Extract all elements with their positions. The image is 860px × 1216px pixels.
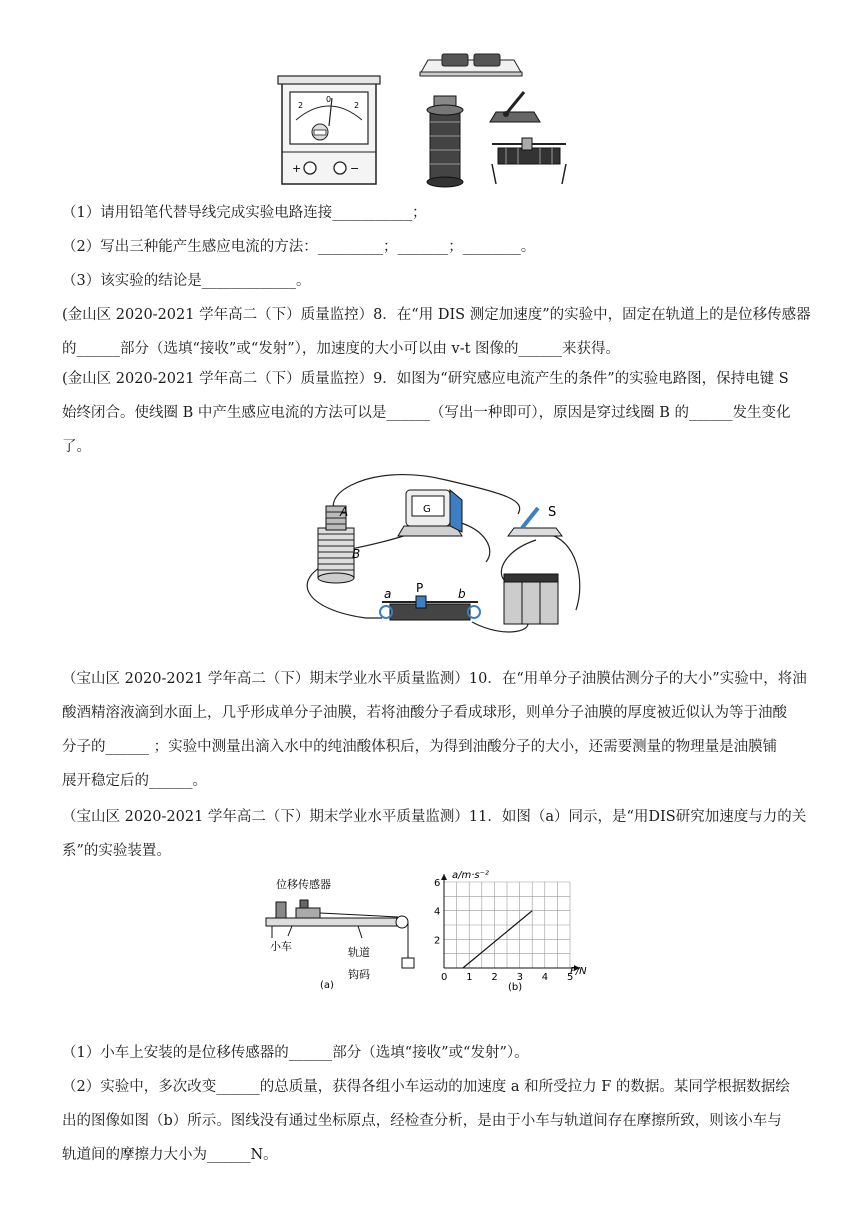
switch-icon: [490, 92, 540, 122]
chart-caption: (b): [508, 982, 523, 993]
x-tick-label: 0: [441, 972, 448, 983]
q8-line-2: 的______部分（选填“接收”或“发射”），加速度的大小可以由 v-t 图像的______来获得。: [62, 341, 621, 357]
battery-board-icon: [420, 54, 522, 76]
label-B: B: [352, 547, 361, 561]
meter-scale-left: 2: [298, 101, 304, 110]
question-11-intro: [62, 800, 806, 868]
q11-subquestion-2-line-2: 出的图像如图（b）所示。图线没有通过坐标原点，经检查分析，是由于小车与轨道间存在摩擦所致，则该小车与: [62, 1113, 782, 1129]
battery-icon: [504, 574, 558, 624]
chart-y-label: a/m·s⁻²: [452, 870, 489, 881]
q10-line-2: 酸酒精溶液滴到水面上，几乎形成单分子油膜，若将油酸分子看成球形，则单分子油膜的厚度被近似认为等于油酸: [62, 705, 787, 721]
x-tick-label: 5: [567, 972, 574, 983]
dis-apparatus-figure: [262, 870, 422, 994]
x-tick-label: 1: [466, 972, 473, 983]
y-tick-label: 4: [434, 906, 441, 918]
x-tick-label: 3: [516, 972, 523, 983]
x-tick-label: 2: [491, 972, 498, 983]
question-7-block: [62, 196, 806, 298]
apparatus-figure: [270, 52, 570, 190]
y-tick-label: 2: [434, 935, 441, 947]
x-tick-label: 4: [541, 972, 549, 983]
question-11-subquestions: [62, 1036, 806, 1172]
terminal-plus: +: [292, 162, 302, 175]
q7-subquestion-1: （1）请用铅笔代替导线完成实验电路连接___________；: [62, 205, 427, 221]
chart-x-label: F/N: [570, 966, 587, 977]
question-9-block: [62, 362, 806, 464]
q10-line-4: 展开稳定后的______。: [62, 773, 207, 789]
chart-grid: [444, 882, 570, 968]
chart-ticks: [434, 878, 573, 983]
q10-line-1: （宝山区 2020-2021 学年高二（下）期末学业水平质量监测）10．在“用单分子油膜估测分子的大小”实验中，将油: [62, 671, 807, 687]
track-label: 轨道: [348, 946, 370, 959]
chart-axes: [441, 874, 580, 971]
q9-line-3: 了。: [62, 439, 91, 455]
q7-subquestion-3: （3）该实验的结论是_____________。: [62, 273, 311, 289]
label-A: A: [340, 505, 349, 519]
meter-scale-mid: 0: [326, 95, 332, 104]
label-P: P: [416, 581, 424, 595]
q10-line-3: 分子的______ ；实验中测量出滴入水中的纯油酸体积后，为得到油酸分子的大小，还需要测量的物理量是油膜铺: [62, 739, 778, 755]
sensor-label: 位移传感器: [276, 878, 331, 891]
question-8-block: [62, 298, 811, 366]
q11-subquestion-2-line-1: （2）实验中，多次改变______的总质量，获得各组小车运动的加速度 a 和所受拉力 F 的数据。某同学根据数据绘: [62, 1079, 790, 1095]
coil-a-b-icon: [318, 506, 354, 583]
q11-line-2: 系”的实验装置。: [62, 843, 171, 859]
meter-scale-right: 2: [354, 101, 360, 110]
q8-line-1: (金山区 2020-2021 学年高二（下）质量监控）8．在“用 DIS 测定加速度”的实验中，固定在轨道上的是位移传感器: [62, 307, 811, 323]
galvanometer-icon: [278, 76, 380, 184]
a-f-chart: [428, 868, 598, 994]
q11-line-1: （宝山区 2020-2021 学年高二（下）期末学业水平质量监测）11．如图（a）同示，是“用DIS研究加速度与力的关: [62, 809, 807, 825]
terminal-minus: −: [350, 162, 360, 175]
question-10-block: [62, 662, 806, 798]
q9-line-2: 始终闭合。使线圈 B 中产生感应电流的方法可以是______（写出一种即可），原因是穿过线圈 B 的______发生变化: [62, 405, 791, 421]
induction-circuit-figure: [286, 470, 586, 648]
cart-label: 小车: [270, 940, 292, 953]
rheostat-icon: [492, 138, 566, 184]
q7-subquestion-2: （2）写出三种能产生感应电流的方法：_________；_______；________。: [62, 239, 536, 255]
coil-icon: [427, 96, 463, 187]
q11-subquestion-1: （1）小车上安装的是位移传感器的______部分（选填“接收”或“发射”）。: [62, 1045, 529, 1061]
q9-line-1: (金山区 2020-2021 学年高二（下）质量监控）9．如图为“研究感应电流产生的条件”的实验电路图，保持电键 S: [62, 371, 789, 387]
label-a: a: [384, 587, 392, 601]
q11-subquestion-2-line-3: 轨道间的摩擦力大小为______N。: [62, 1147, 278, 1163]
figure-a-caption: (a): [320, 980, 334, 991]
weight-label: 钩码: [348, 968, 370, 981]
y-tick-label: 6: [434, 878, 441, 889]
y-axis-arrow: [441, 874, 447, 880]
label-b: b: [458, 587, 466, 601]
label-G: G: [423, 504, 431, 515]
label-S: S: [548, 505, 557, 520]
